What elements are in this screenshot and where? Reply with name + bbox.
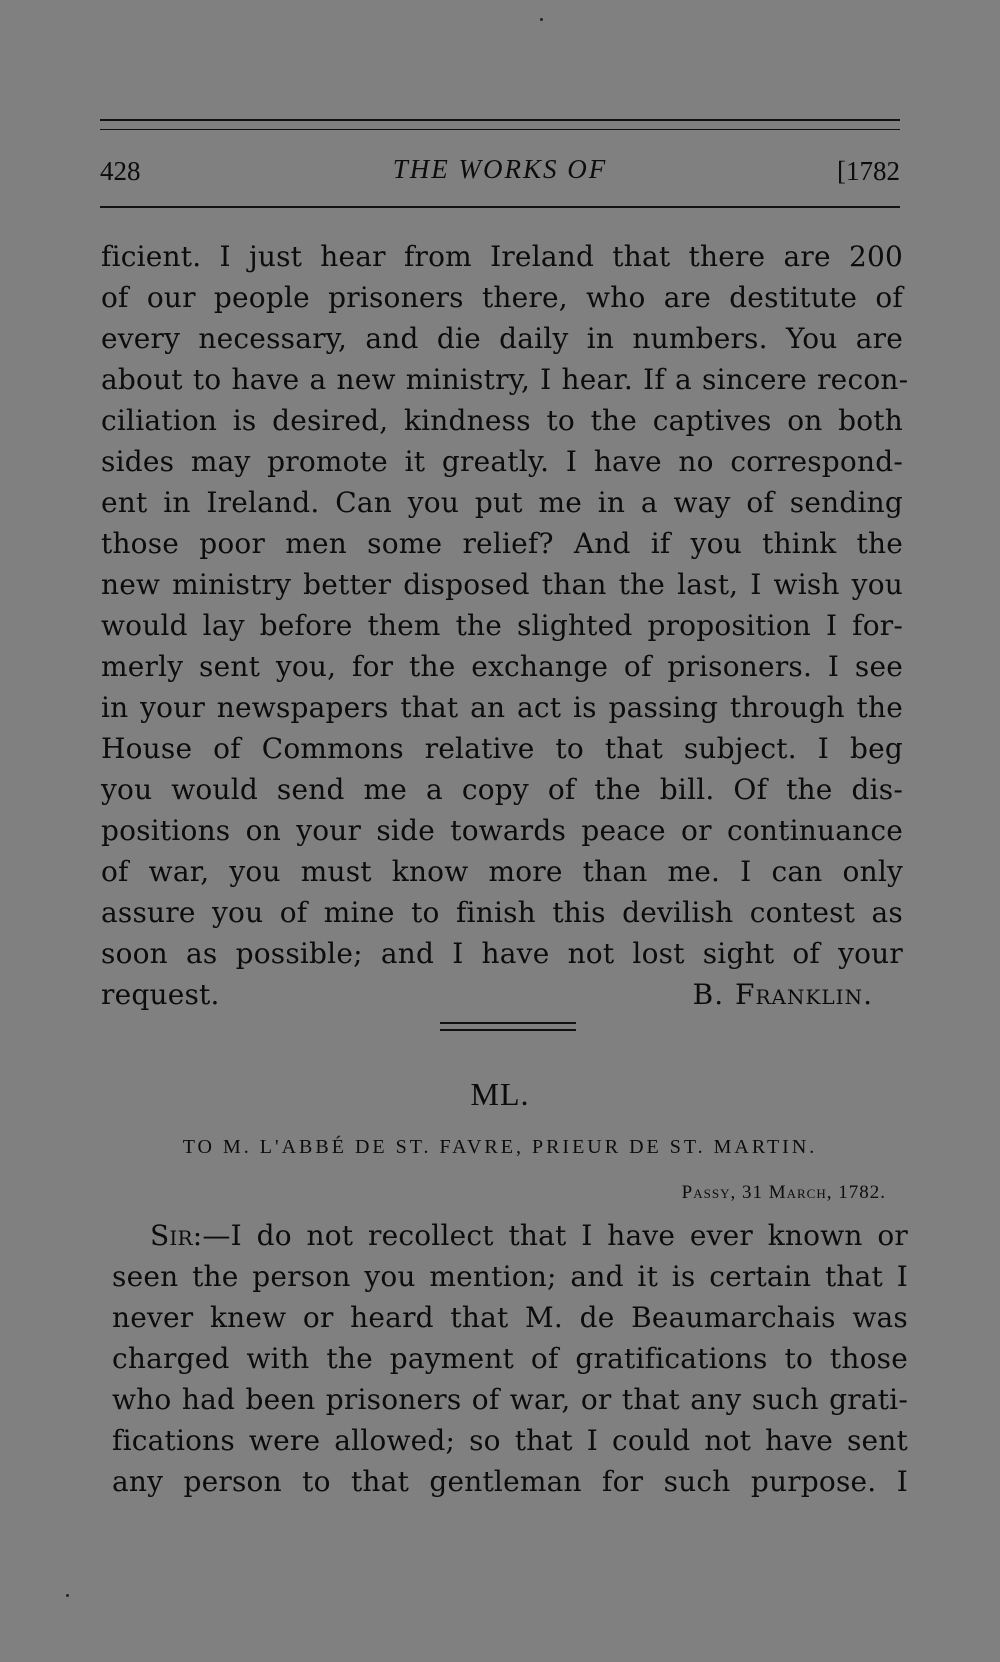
text-line: in your newspapers that an act is passing through the (101, 691, 903, 724)
signature-line (101, 974, 903, 1015)
text-line: sides may promote it greatly. I have no correspond- (101, 445, 903, 478)
text-line: never knew or heard that M. de Beaumarchais was (112, 1301, 908, 1334)
signature: B. Franklin. (692, 978, 873, 1011)
header-top-rule-inner (100, 129, 900, 130)
text-line: of war, you must know more than me. I can only (101, 855, 903, 888)
text-line: positions on your side towards peace or continuance (101, 814, 903, 847)
text-line: about to have a new ministry, I hear. If a sincere recon- (101, 363, 909, 396)
text-line: of our people prisoners there, who are destitute of (101, 281, 903, 314)
letter-two-body (112, 1215, 908, 1502)
text-line: any person to that gentleman for such purpose. I (112, 1465, 908, 1498)
text-line: every necessary, and die daily in numbers. You are (101, 322, 903, 355)
section-divider-bottom (440, 1029, 576, 1031)
running-year: [1782 (837, 156, 900, 186)
text-line: charged with the payment of gratifications to those (112, 1342, 908, 1375)
dateline: Passy, 31 March, 1782. (681, 1182, 886, 1203)
text-line: ciliation is desired, kindness to the captives on both (101, 404, 903, 437)
header-bottom-rule (100, 206, 900, 208)
text-line: fications were allowed; so that I could not have sent (112, 1424, 908, 1457)
text-line: assure you of mine to finish this devilish contest as (101, 896, 903, 929)
text-line: House of Commons relative to that subject. I beg (101, 732, 903, 765)
letter-one-body (101, 236, 909, 1015)
page-number: 428 (100, 156, 141, 186)
text-line: merly sent you, for the exchange of prisoners. I see (101, 650, 903, 683)
letter-heading: TO M. L'ABBÉ DE ST. FAVRE, PRIEUR DE ST. MARTIN. (182, 1136, 818, 1158)
print-speck (66, 1594, 69, 1597)
text-line: ent in Ireland. Can you put me in a way of sending (101, 486, 903, 519)
text-line (112, 1215, 908, 1256)
closing-word: request. (101, 978, 220, 1011)
header-top-rule (100, 119, 900, 121)
salutation: Sir (150, 1219, 193, 1252)
text-line: soon as possible; and I have not lost sight of your (101, 937, 903, 970)
print-speck (540, 18, 543, 21)
text-line: ficient. I just hear from Ireland that there are 200 (101, 240, 903, 273)
running-head (100, 152, 900, 192)
text-line: seen the person you mention; and it is certain that I (112, 1260, 908, 1293)
letter-number: ML. (470, 1076, 530, 1112)
section-divider-top (440, 1022, 576, 1024)
text-line: those poor men some relief? And if you think the (101, 527, 903, 560)
text-line: would lay before them the slighted proposition I for- (101, 609, 903, 642)
text-line: who had been prisoners of war, or that any such grati- (112, 1383, 908, 1416)
running-title: THE WORKS OF (392, 154, 608, 184)
first-line-rest: :—I do not recollect that I have ever known or (192, 1219, 908, 1252)
text-line: you would send me a copy of the bill. Of the dis- (101, 773, 903, 806)
text-line: new ministry better disposed than the last, I wish you (101, 568, 903, 601)
